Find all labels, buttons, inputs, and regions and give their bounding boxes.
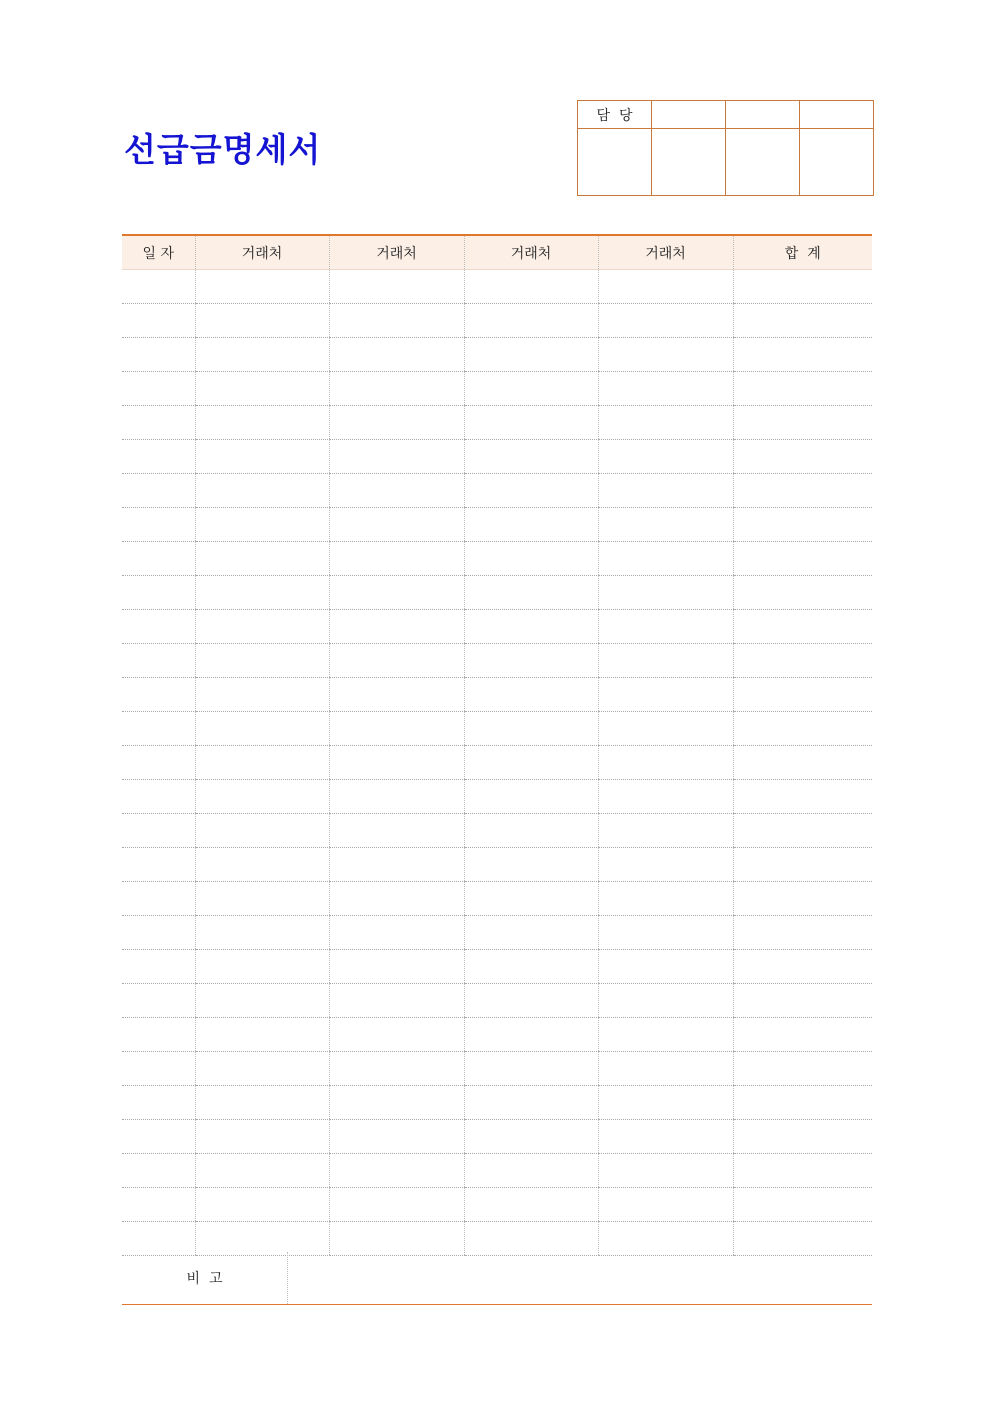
- date-cell[interactable]: [122, 848, 195, 882]
- approval-header-cell: [800, 101, 874, 129]
- client-cell[interactable]: [195, 780, 329, 814]
- table-row: [122, 576, 872, 610]
- client-cell[interactable]: [598, 950, 733, 984]
- ledger-header-row: [122, 235, 872, 270]
- total-cell[interactable]: [733, 1052, 872, 1086]
- table-row: [122, 950, 872, 984]
- client-cell[interactable]: [464, 440, 598, 474]
- client-cell[interactable]: [195, 440, 329, 474]
- table-row: [122, 746, 872, 780]
- date-cell[interactable]: [122, 508, 195, 542]
- approval-header-row: [578, 101, 874, 129]
- client-cell[interactable]: [195, 950, 329, 984]
- date-cell[interactable]: [122, 1018, 195, 1052]
- client-cell[interactable]: [598, 848, 733, 882]
- client-cell[interactable]: [464, 644, 598, 678]
- client-cell[interactable]: [195, 1188, 329, 1222]
- date-cell[interactable]: [122, 270, 195, 304]
- client-cell[interactable]: [598, 814, 733, 848]
- client-cell[interactable]: [464, 372, 598, 406]
- client-cell[interactable]: [195, 1086, 329, 1120]
- date-cell[interactable]: [122, 780, 195, 814]
- table-row: [122, 1018, 872, 1052]
- client-cell[interactable]: [464, 712, 598, 746]
- client-cell[interactable]: [195, 644, 329, 678]
- total-cell[interactable]: [733, 304, 872, 338]
- document-title: 선급금명세서: [124, 130, 322, 169]
- table-row: [122, 1120, 872, 1154]
- approval-sign-field[interactable]: [800, 129, 874, 196]
- client-cell[interactable]: [464, 678, 598, 712]
- table-row: [122, 644, 872, 678]
- client-cell[interactable]: [329, 1154, 464, 1188]
- client-cell[interactable]: [329, 882, 464, 916]
- table-row: [122, 848, 872, 882]
- client-cell[interactable]: [195, 338, 329, 372]
- client-cell[interactable]: [598, 1086, 733, 1120]
- client-cell[interactable]: [464, 508, 598, 542]
- column-header-total: 합 계: [733, 235, 872, 270]
- approval-header-cell: [652, 101, 726, 129]
- remarks-row: [122, 1252, 872, 1305]
- approval-box: [577, 100, 874, 196]
- client-cell[interactable]: [329, 1222, 464, 1256]
- date-cell[interactable]: [122, 678, 195, 712]
- client-cell[interactable]: [329, 474, 464, 508]
- client-cell[interactable]: [329, 440, 464, 474]
- client-cell[interactable]: [195, 882, 329, 916]
- client-cell[interactable]: [329, 950, 464, 984]
- date-cell[interactable]: [122, 372, 195, 406]
- total-cell[interactable]: [733, 644, 872, 678]
- ledger-body: [122, 270, 872, 1256]
- client-cell[interactable]: [598, 984, 733, 1018]
- client-cell[interactable]: [329, 780, 464, 814]
- client-cell[interactable]: [598, 1154, 733, 1188]
- client-cell[interactable]: [464, 848, 598, 882]
- total-cell[interactable]: [733, 746, 872, 780]
- client-cell[interactable]: [464, 746, 598, 780]
- total-cell[interactable]: [733, 474, 872, 508]
- client-cell[interactable]: [329, 1188, 464, 1222]
- table-row: [122, 338, 872, 372]
- total-cell[interactable]: [733, 950, 872, 984]
- client-cell[interactable]: [464, 576, 598, 610]
- table-row: [122, 882, 872, 916]
- client-cell[interactable]: [195, 678, 329, 712]
- table-row: [122, 1154, 872, 1188]
- table-row: [122, 508, 872, 542]
- date-cell[interactable]: [122, 882, 195, 916]
- table-row: [122, 474, 872, 508]
- table-row: [122, 270, 872, 304]
- client-cell[interactable]: [464, 304, 598, 338]
- date-cell[interactable]: [122, 304, 195, 338]
- client-cell[interactable]: [195, 1154, 329, 1188]
- total-cell[interactable]: [733, 508, 872, 542]
- column-header-client: 거래처: [464, 235, 598, 270]
- client-cell[interactable]: [329, 576, 464, 610]
- column-header-client: 거래처: [195, 235, 329, 270]
- approval-sign-field[interactable]: [578, 129, 652, 196]
- client-cell[interactable]: [195, 712, 329, 746]
- total-cell[interactable]: [733, 780, 872, 814]
- client-cell[interactable]: [598, 270, 733, 304]
- client-cell[interactable]: [464, 882, 598, 916]
- client-cell[interactable]: [329, 848, 464, 882]
- client-cell[interactable]: [329, 304, 464, 338]
- client-cell[interactable]: [598, 1052, 733, 1086]
- date-cell[interactable]: [122, 1188, 195, 1222]
- client-cell[interactable]: [464, 610, 598, 644]
- date-cell[interactable]: [122, 338, 195, 372]
- table-row: [122, 814, 872, 848]
- client-cell[interactable]: [598, 576, 733, 610]
- date-cell[interactable]: [122, 576, 195, 610]
- client-cell[interactable]: [329, 1052, 464, 1086]
- client-cell[interactable]: [195, 474, 329, 508]
- client-cell[interactable]: [195, 576, 329, 610]
- table-row: [122, 1188, 872, 1222]
- total-cell[interactable]: [733, 576, 872, 610]
- total-cell[interactable]: [733, 712, 872, 746]
- approval-header-cell: [726, 101, 800, 129]
- client-cell[interactable]: [195, 406, 329, 440]
- client-cell[interactable]: [329, 610, 464, 644]
- client-cell[interactable]: [195, 542, 329, 576]
- column-header-client: 거래처: [329, 235, 464, 270]
- client-cell[interactable]: [464, 1120, 598, 1154]
- client-cell[interactable]: [195, 814, 329, 848]
- date-cell[interactable]: [122, 440, 195, 474]
- client-cell[interactable]: [329, 916, 464, 950]
- remarks-label: 비 고: [122, 1252, 288, 1304]
- client-cell[interactable]: [464, 814, 598, 848]
- total-cell[interactable]: [733, 882, 872, 916]
- client-cell[interactable]: [598, 610, 733, 644]
- date-cell[interactable]: [122, 644, 195, 678]
- client-cell[interactable]: [329, 984, 464, 1018]
- client-cell[interactable]: [329, 1018, 464, 1052]
- client-cell[interactable]: [598, 508, 733, 542]
- table-row: [122, 1052, 872, 1086]
- approval-sign-field[interactable]: [652, 129, 726, 196]
- table-row: [122, 406, 872, 440]
- client-cell[interactable]: [195, 1018, 329, 1052]
- table-row: [122, 984, 872, 1018]
- client-cell[interactable]: [598, 1222, 733, 1256]
- total-cell[interactable]: [733, 678, 872, 712]
- table-row: [122, 1222, 872, 1256]
- client-cell[interactable]: [464, 780, 598, 814]
- client-cell[interactable]: [598, 746, 733, 780]
- client-cell[interactable]: [464, 338, 598, 372]
- client-cell[interactable]: [195, 1052, 329, 1086]
- client-cell[interactable]: [464, 406, 598, 440]
- client-cell[interactable]: [329, 508, 464, 542]
- client-cell[interactable]: [598, 1018, 733, 1052]
- client-cell[interactable]: [329, 644, 464, 678]
- table-row: [122, 440, 872, 474]
- date-cell[interactable]: [122, 474, 195, 508]
- client-cell[interactable]: [195, 372, 329, 406]
- total-cell[interactable]: [733, 542, 872, 576]
- client-cell[interactable]: [195, 916, 329, 950]
- client-cell[interactable]: [464, 1086, 598, 1120]
- client-cell[interactable]: [464, 542, 598, 576]
- column-header-date: 일 자: [122, 235, 195, 270]
- client-cell[interactable]: [598, 678, 733, 712]
- table-row: [122, 304, 872, 338]
- client-cell[interactable]: [598, 372, 733, 406]
- client-cell[interactable]: [195, 1222, 329, 1256]
- date-cell[interactable]: [122, 814, 195, 848]
- date-cell[interactable]: [122, 610, 195, 644]
- client-cell[interactable]: [329, 542, 464, 576]
- total-cell[interactable]: [733, 440, 872, 474]
- date-cell[interactable]: [122, 542, 195, 576]
- client-cell[interactable]: [598, 780, 733, 814]
- approval-sign-row: [578, 129, 874, 196]
- total-cell[interactable]: [733, 984, 872, 1018]
- date-cell[interactable]: [122, 746, 195, 780]
- client-cell[interactable]: [195, 746, 329, 780]
- date-cell[interactable]: [122, 984, 195, 1018]
- client-cell[interactable]: [598, 474, 733, 508]
- client-cell[interactable]: [195, 508, 329, 542]
- date-cell[interactable]: [122, 1086, 195, 1120]
- client-cell[interactable]: [598, 712, 733, 746]
- client-cell[interactable]: [195, 1120, 329, 1154]
- client-cell[interactable]: [329, 270, 464, 304]
- table-row: [122, 610, 872, 644]
- total-cell[interactable]: [733, 338, 872, 372]
- client-cell[interactable]: [598, 916, 733, 950]
- client-cell[interactable]: [329, 406, 464, 440]
- client-cell[interactable]: [464, 1052, 598, 1086]
- total-cell[interactable]: [733, 610, 872, 644]
- client-cell[interactable]: [464, 984, 598, 1018]
- total-cell[interactable]: [733, 1018, 872, 1052]
- client-cell[interactable]: [598, 304, 733, 338]
- table-row: [122, 712, 872, 746]
- date-cell[interactable]: [122, 916, 195, 950]
- client-cell[interactable]: [464, 950, 598, 984]
- date-cell[interactable]: [122, 1120, 195, 1154]
- client-cell[interactable]: [329, 746, 464, 780]
- total-cell[interactable]: [733, 916, 872, 950]
- client-cell[interactable]: [329, 814, 464, 848]
- client-cell[interactable]: [195, 984, 329, 1018]
- client-cell[interactable]: [329, 1120, 464, 1154]
- client-cell[interactable]: [464, 1018, 598, 1052]
- client-cell[interactable]: [195, 270, 329, 304]
- client-cell[interactable]: [464, 270, 598, 304]
- client-cell[interactable]: [464, 1188, 598, 1222]
- total-cell[interactable]: [733, 1222, 872, 1256]
- client-cell[interactable]: [598, 882, 733, 916]
- client-cell[interactable]: [464, 474, 598, 508]
- approval-sign-field[interactable]: [726, 129, 800, 196]
- client-cell[interactable]: [598, 406, 733, 440]
- client-cell[interactable]: [329, 678, 464, 712]
- date-cell[interactable]: [122, 1154, 195, 1188]
- date-cell[interactable]: [122, 1222, 195, 1256]
- table-row: [122, 916, 872, 950]
- client-cell[interactable]: [329, 372, 464, 406]
- total-cell[interactable]: [733, 1086, 872, 1120]
- total-cell[interactable]: [733, 372, 872, 406]
- client-cell[interactable]: [598, 1188, 733, 1222]
- table-row: [122, 780, 872, 814]
- table-row: [122, 372, 872, 406]
- client-cell[interactable]: [598, 542, 733, 576]
- client-cell[interactable]: [598, 440, 733, 474]
- total-cell[interactable]: [733, 406, 872, 440]
- remarks-field[interactable]: [288, 1252, 872, 1304]
- client-cell[interactable]: [598, 1120, 733, 1154]
- client-cell[interactable]: [598, 338, 733, 372]
- total-cell[interactable]: [733, 270, 872, 304]
- client-cell[interactable]: [329, 338, 464, 372]
- total-cell[interactable]: [733, 1120, 872, 1154]
- table-row: [122, 678, 872, 712]
- total-cell[interactable]: [733, 1188, 872, 1222]
- ledger-table: [122, 234, 872, 1256]
- date-cell[interactable]: [122, 1052, 195, 1086]
- client-cell[interactable]: [195, 610, 329, 644]
- client-cell[interactable]: [464, 1154, 598, 1188]
- client-cell[interactable]: [464, 916, 598, 950]
- date-cell[interactable]: [122, 406, 195, 440]
- client-cell[interactable]: [195, 848, 329, 882]
- column-header-client: 거래처: [598, 235, 733, 270]
- client-cell[interactable]: [195, 304, 329, 338]
- total-cell[interactable]: [733, 1154, 872, 1188]
- date-cell[interactable]: [122, 950, 195, 984]
- total-cell[interactable]: [733, 814, 872, 848]
- date-cell[interactable]: [122, 712, 195, 746]
- client-cell[interactable]: [329, 712, 464, 746]
- table-row: [122, 1086, 872, 1120]
- client-cell[interactable]: [464, 1222, 598, 1256]
- total-cell[interactable]: [733, 848, 872, 882]
- approval-header-manager: 담 당: [578, 101, 652, 129]
- client-cell[interactable]: [598, 644, 733, 678]
- table-row: [122, 542, 872, 576]
- client-cell[interactable]: [329, 1086, 464, 1120]
